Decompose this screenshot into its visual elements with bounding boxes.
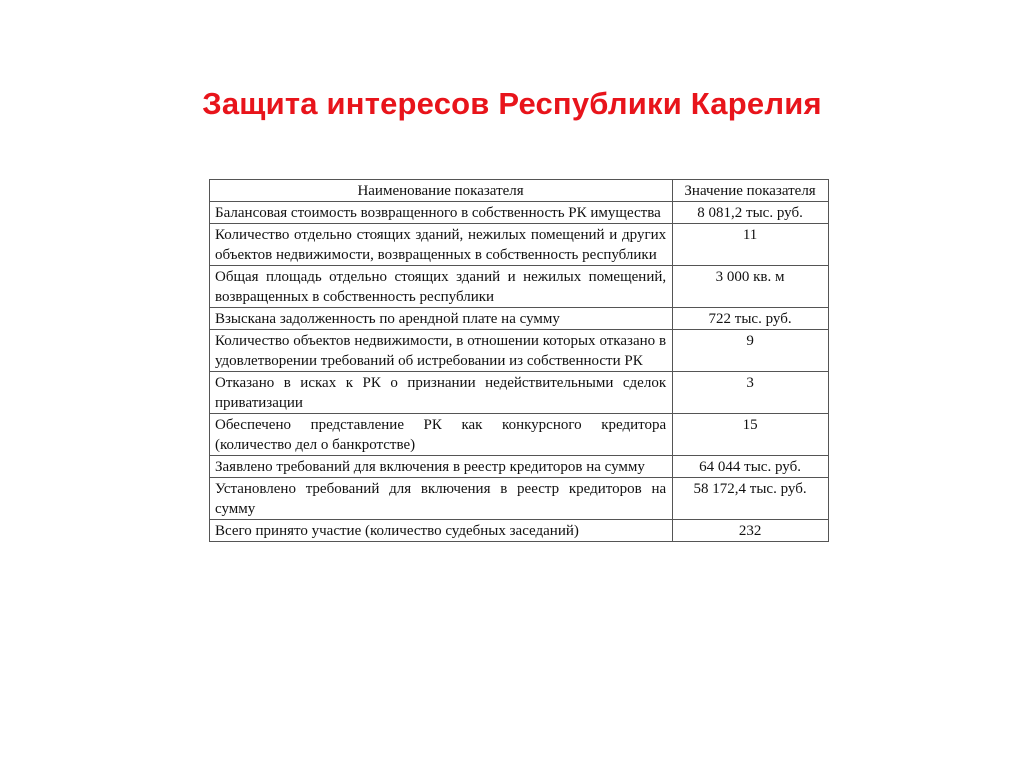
row-value-cell: 64 044 тыс. руб. <box>673 456 829 478</box>
table-row <box>210 478 829 520</box>
table-header-row <box>210 180 829 202</box>
indicators-table <box>209 179 829 542</box>
row-name-cell: Общая площадь отдельно стоящих зданий и нежилых помещений, возвращенных в собственность республики <box>210 266 673 308</box>
row-value-cell: 58 172,4 тыс. руб. <box>673 478 829 520</box>
page-title: Защита интересов Республики Карелия <box>202 86 822 121</box>
header-indicator-value: Значение показателя <box>673 180 829 202</box>
table-row <box>210 202 829 224</box>
row-value-cell: 8 081,2 тыс. руб. <box>673 202 829 224</box>
row-value-cell: 15 <box>673 414 829 456</box>
row-value-cell: 3 <box>673 372 829 414</box>
table-row <box>210 414 829 456</box>
row-name-cell: Обеспечено представление РК как конкурсного кредитора (количество дел о банкротстве) <box>210 414 673 456</box>
row-name-cell: Отказано в исках к РК о признании недействительными сделок приватизации <box>210 372 673 414</box>
table-row <box>210 520 829 542</box>
table-row <box>210 308 829 330</box>
row-name-cell: Установлено требований для включения в реестр кредиторов на сумму <box>210 478 673 520</box>
row-name-cell: Количество отдельно стоящих зданий, нежилых помещений и других объектов недвижимости, возвращенных в собственность республики <box>210 224 673 266</box>
row-name-cell: Взыскана задолженность по арендной плате на сумму <box>210 308 673 330</box>
row-name-cell: Всего принято участие (количество судебных заседаний) <box>210 520 673 542</box>
row-value-cell: 11 <box>673 224 829 266</box>
header-indicator-name: Наименование показателя <box>210 180 673 202</box>
row-value-cell: 232 <box>673 520 829 542</box>
table-row <box>210 330 829 372</box>
table-row <box>210 372 829 414</box>
row-value-cell: 3 000 кв. м <box>673 266 829 308</box>
table-row <box>210 224 829 266</box>
row-value-cell: 9 <box>673 330 829 372</box>
table-row <box>210 266 829 308</box>
row-name-cell: Заявлено требований для включения в реестр кредиторов на сумму <box>210 456 673 478</box>
row-name-cell: Количество объектов недвижимости, в отношении которых отказано в удовлетворении требований об истребовании из собственности РК <box>210 330 673 372</box>
row-value-cell: 722 тыс. руб. <box>673 308 829 330</box>
table-row <box>210 456 829 478</box>
row-name-cell: Балансовая стоимость возвращенного в собственность РК имущества <box>210 202 673 224</box>
